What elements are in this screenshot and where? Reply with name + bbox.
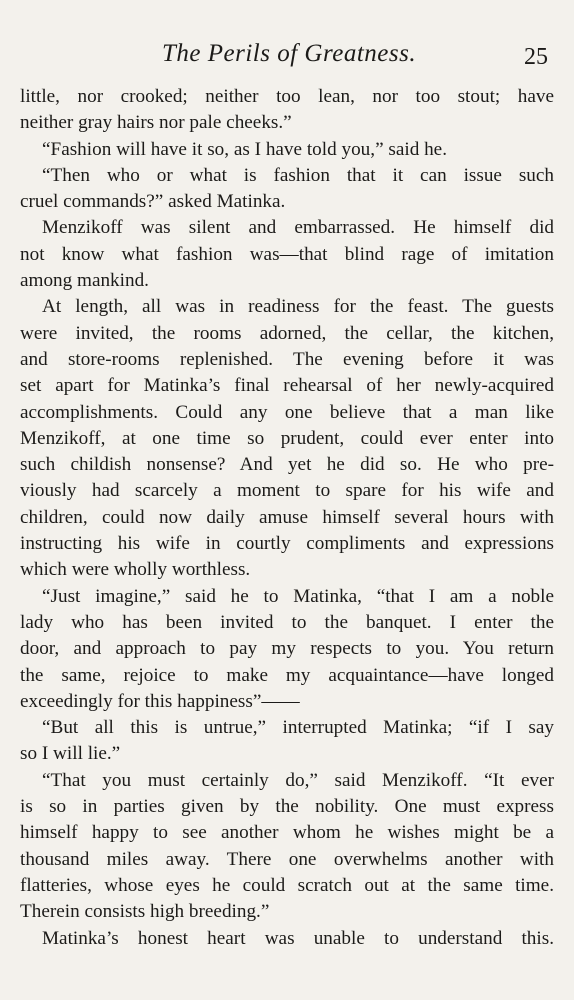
- text-line: set apart for Matinka’s final rehearsal of her newly-acquired: [20, 375, 554, 397]
- text-line: among mankind.: [20, 270, 149, 292]
- text-line: thousand miles away. There one overwhelms another with: [20, 848, 554, 870]
- text-line: “Fashion will have it so, as I have told you,” said he.: [42, 138, 447, 160]
- text-line: cruel commands?” asked Matinka.: [20, 191, 286, 213]
- text-line: “Just imagine,” said he to Matinka, “that I am a noble: [42, 585, 554, 607]
- text-line: which were wholly worthless.: [20, 559, 251, 581]
- text-line: instructing his wife in courtly compliments and expressions: [20, 533, 554, 555]
- text-line: neither gray hairs nor pale cheeks.”: [20, 112, 292, 134]
- text-line: At length, all was in readiness for the feast. The guests: [42, 296, 554, 318]
- text-line: were invited, the rooms adorned, the cellar, the kitchen,: [20, 322, 554, 344]
- text-line: “But all this is untrue,” interrupted Matinka; “if I say: [42, 717, 554, 739]
- text-line: and store-rooms replenished. The evening before it was: [20, 348, 554, 370]
- text-line: Menzikoff, at one time so prudent, could ever enter into: [20, 427, 554, 449]
- text-line: himself happy to see another whom he wishes might be a: [20, 822, 554, 844]
- text-line: Menzikoff was silent and embarrassed. He himself did: [42, 217, 554, 239]
- text-line: the same, rejoice to make my acquaintance—have longed: [20, 664, 554, 686]
- text-line: door, and approach to pay my respects to you. You return: [20, 638, 554, 660]
- text-line: flatteries, whose eyes he could scratch out at the same time.: [20, 874, 554, 896]
- running-head: [20, 40, 554, 74]
- body-text: [20, 84, 554, 952]
- text-line: exceedingly for this happiness”——: [20, 690, 300, 712]
- text-line: not know what fashion was—that blind rage of imitation: [20, 243, 554, 265]
- text-line: lady who has been invited to the banquet. I enter the: [20, 611, 554, 633]
- text-line: Therein consists high breeding.”: [20, 901, 270, 923]
- text-line: little, nor crooked; neither too lean, nor too stout; have: [20, 86, 554, 107]
- running-title: The Perils of Greatness.: [162, 40, 417, 67]
- text-line: Matinka’s honest heart was unable to understand this.: [42, 927, 554, 949]
- text-line: so I will lie.”: [20, 743, 121, 765]
- text-line: “That you must certainly do,” said Menzikoff. “It ever: [42, 769, 554, 791]
- text-line: such childish nonsense? And yet he did so. He who pre-: [20, 454, 554, 476]
- text-line: “Then who or what is fashion that it can issue such: [42, 164, 554, 186]
- page-number: 25: [524, 44, 548, 70]
- text-line: children, could now daily amuse himself several hours with: [20, 506, 554, 528]
- text-line: viously had scarcely a moment to spare for his wife and: [20, 480, 554, 502]
- text-line: is so in parties given by the nobility. One must express: [20, 796, 554, 818]
- text-line: accomplishments. Could any one believe that a man like: [20, 401, 554, 423]
